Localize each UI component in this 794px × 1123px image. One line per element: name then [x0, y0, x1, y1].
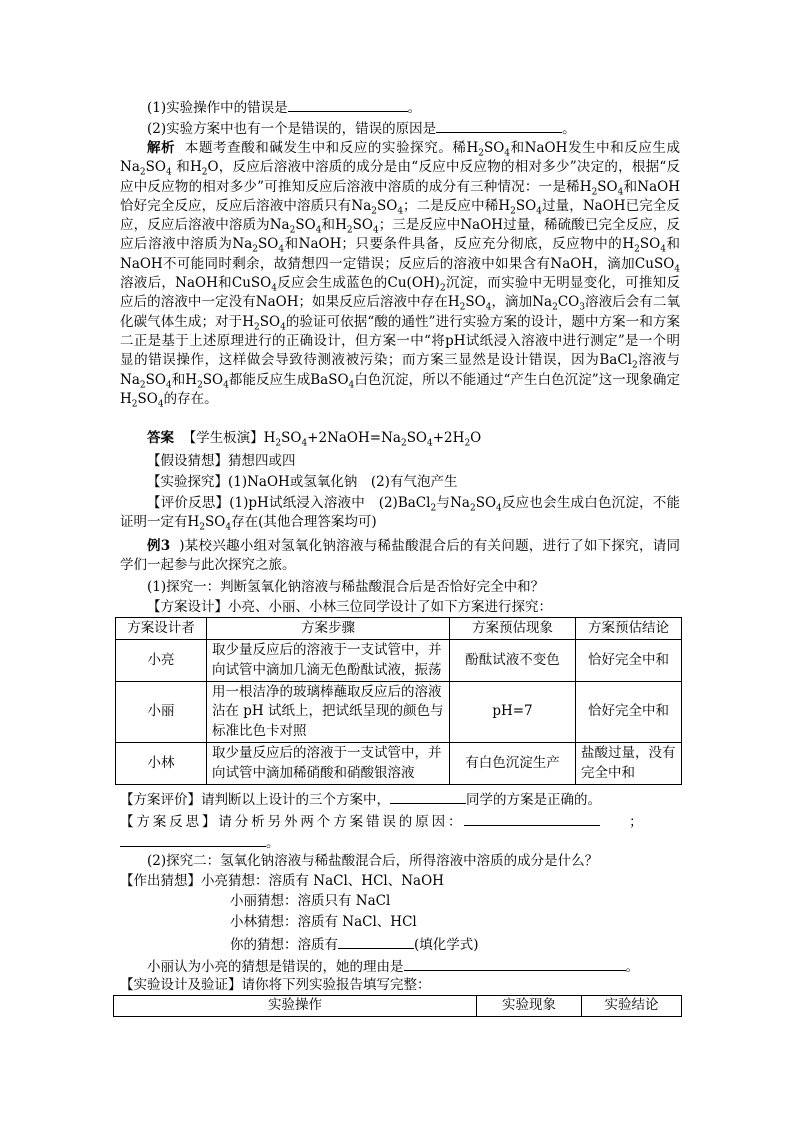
table-header-row: 实验操作 实验现象 实验结论 [114, 996, 682, 1017]
reflection-line-2: 。 [120, 832, 680, 853]
hypothesis-line: 【假设猜想】猜想四或四 [147, 453, 296, 469]
answer-blank[interactable] [338, 934, 414, 949]
analysis-text: 本题考查酸和碱发生中和反应的实验探究。稀$H_2SO_4$和NaOH发生中和反应生成$Na_2SO_4$ 和$H_2O$，反应后溶液中溶质的成分是由“反应中反应物的相对多少”决定的，根据“反应中反应物的相对多少”可推知反应后溶液中溶质的成分有三种情况：一是稀$H_2SO_4$和NaOH恰好完全反应，反应后溶液中溶质只有$Na_2SO_4$；二是反应中稀$H_2SO_4$过量，NaOH已完全反应，反应后溶液中溶质为$Na_2SO_4$和$H_2SO_4$；三是反应中NaOH过量，稀硫酸已完全反应，反应后溶液中溶质为$Na_2SO_4$和NaOH；只要条件具备，反应充分彻底，反应物中的$H_2SO_4$和NaOH不可能同时剩余，故猜想四一定错误；反应后的溶液中如果含有NaOH，滴加CuSO$_4$溶液后，NaOH和CuSO$_4$反应会生成蓝色的$Cu(OH)_2$沉淀，而实验中无明显变化，可推知反应后的溶液中一定没有NaOH；如果反应后溶液中存在$H_2SO_4$，滴加$Na_2CO_3$溶液后会有二氧化碳气体生成；对于$H_2SO_4$的验证可依据“酸的通性”进行实验方案的设计，题中方案一和方案二正是基于上述原理进行的正确设计，但方案一中“将pH试纸浸入溶液中进行测定”是一个明显的错误操作，这样做会导致待测液被污染；而方案三显然是设计错误，因为BaCl$_2$溶液与$Na_2SO_4$和$H_2SO_4$都能反应生成BaSO$_4$白色沉淀，所以不能通过“产生白色沉淀”这一现象确定$H_2SO_4$的存在。 [120, 140, 681, 410]
example-3: 例3 )某校兴趣小组对氢氧化钠溶液与稀盐酸混合后的有关问题，进行了如下探究，请同学们一起参与此次探究之旅。 [120, 538, 680, 574]
plan-table [115, 617, 682, 785]
xiaoli-reason-line: 小丽认为小亮的猜想是错误的，她的理由是 。 [147, 956, 707, 977]
table-row: 小丽 用一根洁净的玻璃棒蘸取反应后的溶液沾在 pH 试纸上，把试纸呈现的颜色与标准比色卡对照 pH=7 恰好完全中和 [116, 682, 682, 743]
answer-blank[interactable] [120, 832, 266, 847]
design-label: 【方案设计】小亮、小丽、小林三位同学设计了如下方案进行探究： [147, 599, 552, 615]
report-table [113, 995, 682, 1017]
guess-line-2: 小丽猜想：溶质只有 NaCl [230, 893, 391, 909]
answer-blank[interactable] [464, 811, 600, 826]
table-row: 小林 取少量反应后的溶液于一支试管中，并向试管中滴加稀硝酸和硝酸银溶液 有白色沉淀生产 盐酸过量，没有完全中和 [116, 743, 682, 785]
evaluation-line: 【方案评价】请判断以上设计的三个方案中， 同学的方案是正确的。 [120, 789, 680, 810]
guess-line-3: 小林猜想：溶质有 NaCl、HCl [230, 914, 417, 930]
explore-line: 【实验探究】(1)NaOH或氢氧化钠 (2)有气泡产生 [147, 474, 458, 490]
answer-blank[interactable] [288, 97, 408, 112]
guess-line-4: 你的猜想：溶质有 (填化学式) [230, 934, 790, 955]
verify-label: 【实验设计及验证】请你将下列实验报告填写完整： [120, 977, 431, 993]
table-row: 小亮 取少量反应后的溶液于一支试管中，并向试管中滴加几滴无色酚酞试液，振荡 酚酞试液不变色 恰好完全中和 [116, 640, 682, 682]
analysis-paragraph: 解析 本题考查酸和碱发生中和反应的实验探究。稀$H_2SO_4$和NaOH发生中和反应生成$Na_2SO_4$ 和$H_2O$，反应后溶液中溶质的成分是由“反应中反应物的相对多少”决定的，根据“反应中反应物的相对多少”可推知反应后溶液中溶质的成分有三种情况：一是稀$H_2SO_4$和NaOH恰好完全反应，反应后溶液中溶质只有$Na_2SO_4$；二是反应中稀$H_2SO_4$过量，NaOH已完全反应，反应后溶液中溶质为$Na_2SO_4$和$H_2SO_4$；三是反应中NaOH过量，稀硫酸已完全反应，反应后溶液中溶质为$Na_2SO_4$和NaOH；只要条件具备，反应充分彻底，反应物中的$H_2SO_4$和NaOH不可能同时剩余，故猜想四一定错误；反应后的溶液中如果含有NaOH，滴加CuSO$_4$溶液后，NaOH和CuSO$_4$反应会生成蓝色的$Cu(OH)_2$沉淀，而实验中无明显变化，可推知反应后的溶液中一定没有NaOH；如果反应后溶液中存在$H_2SO_4$，滴加$Na_2CO_3$溶液后会有二氧化碳气体生成；对于$H_2SO_4$的验证可依据“酸的通性”进行实验方案的设计，题中方案一和方案二正是基于上述原理进行的正确设计，但方案一中“将pH试纸浸入溶液中进行测定”是一个明显的错误操作，这样做会导致待测液被污染；而方案三显然是设计错误，因为BaCl$_2$溶液与$Na_2SO_4$和$H_2SO_4$都能反应生成BaSO$_4$白色沉淀，所以不能通过“产生白色沉淀”这一现象确定$H_2SO_4$的存在。 [120, 140, 681, 410]
answer-line: 答案 【学生板演】$H_2SO_4+2NaOH=Na_2SO_4+2H_2O$ [147, 430, 482, 449]
answer-blank[interactable] [390, 789, 466, 804]
inquiry-2: (2)探究二：氢氧化钠溶液与稀盐酸混合后，所得溶液中溶质的成分是什么？ [147, 853, 599, 869]
question-2: (2)实验方案中也有一个是错误的，错误的原因是 。 [147, 118, 707, 139]
reflect-line: 【评价反思】(1)pH试纸浸入溶液中 (2)BaCl$_2$与$Na_2SO_4$反应也会生成白色沉淀，不能证明一定有$H_2SO_4$存在(其他合理答案均可) [120, 495, 681, 533]
reflection-line: 【方案反思】请分析另外两个方案错误的原因： ； [120, 811, 680, 832]
guess-line-1: 【作出猜想】小亮猜想：溶质有 NaCl、HCl、NaOH [120, 873, 444, 889]
answer-blank[interactable] [436, 118, 562, 133]
answer-blank[interactable] [404, 956, 626, 971]
inquiry-1: (1)探究一：判断氢氧化钠溶液与稀盐酸混合后是否恰好完全中和？ [147, 579, 545, 595]
table-header-row: 方案设计者 方案步骤 方案预估现象 方案预估结论 [116, 618, 682, 640]
question-1: (1)实验操作中的错误是 。 [147, 97, 707, 118]
